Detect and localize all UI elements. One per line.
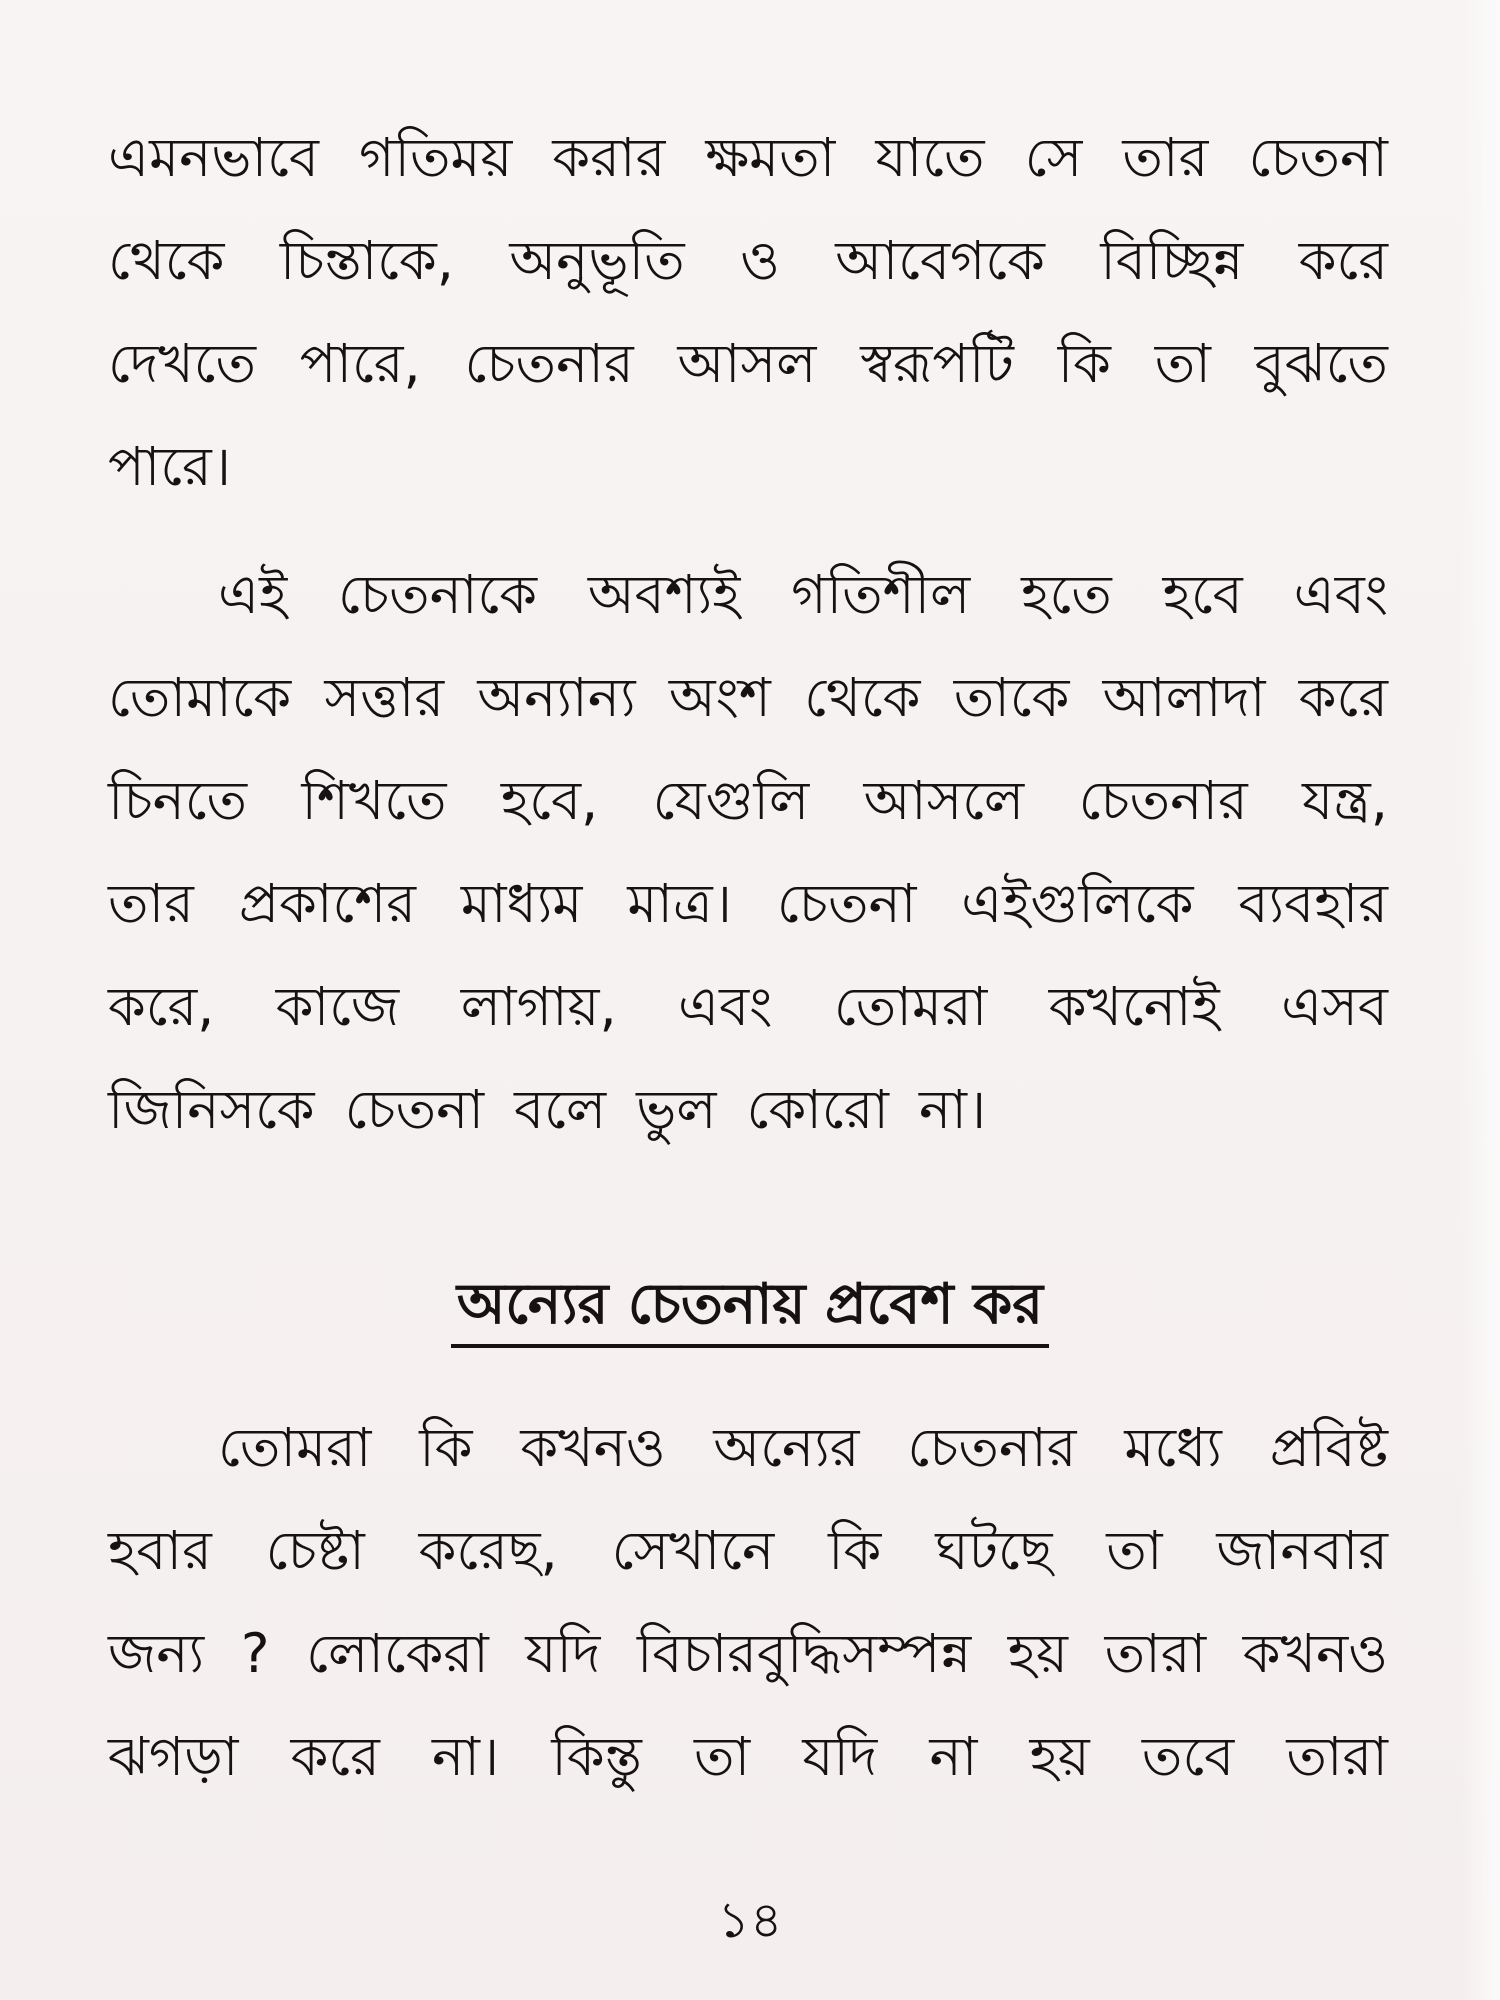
word: পারে। <box>108 435 232 498</box>
word: কি <box>828 1519 882 1582</box>
word: ও <box>740 229 780 292</box>
word: অন্যান্য <box>477 666 636 729</box>
paragraph-1 <box>108 128 1388 540</box>
word: চেষ্টা <box>265 1519 365 1582</box>
word: করেছ, <box>418 1519 558 1582</box>
word: যন্ত্র, <box>1302 769 1388 832</box>
word: অন্যের <box>713 1416 860 1479</box>
word: তা <box>1154 332 1211 395</box>
word: কখনও <box>520 1416 666 1479</box>
word: ঘটছে <box>935 1519 1053 1582</box>
paragraph-line <box>108 771 1388 874</box>
word: বিচারবুদ্ধিসম্পন্ন <box>636 1622 972 1685</box>
word: কখনোই <box>1048 975 1220 1038</box>
word: চেতনা <box>1248 126 1388 189</box>
word: জন্য <box>108 1622 205 1685</box>
word: সত্তার <box>324 666 445 729</box>
word: গতিশীল <box>791 563 971 626</box>
word: এবং <box>678 975 773 1038</box>
paragraph-line <box>108 334 1388 437</box>
word: ব্যবহার <box>1238 872 1388 935</box>
word: তবে <box>1141 1725 1235 1788</box>
word: মধ্যে <box>1124 1416 1222 1479</box>
word: তা <box>1106 1519 1163 1582</box>
word: করে <box>1298 666 1388 729</box>
word: থেকে <box>804 666 921 729</box>
paragraph-line <box>108 977 1388 1080</box>
word: চেতনার <box>1078 769 1248 832</box>
word: কোরো <box>746 1078 889 1141</box>
page-number: ১৪ <box>717 1891 783 1949</box>
word: তারা <box>1104 1622 1207 1685</box>
word: তোমাকে <box>108 666 292 729</box>
paragraph-line <box>108 874 1388 977</box>
word: থেকে <box>108 229 225 292</box>
word: লোকেরা <box>306 1622 489 1685</box>
word: তা <box>694 1725 751 1788</box>
word: বলে <box>514 1078 607 1141</box>
word: এমনভাবে <box>108 126 319 189</box>
paragraph-line <box>108 128 1388 231</box>
section-heading: অন্যের চেতনায় প্রবেশ কর <box>451 1272 1049 1348</box>
word: তারা <box>1286 1725 1388 1788</box>
word: হয় <box>1007 1622 1068 1685</box>
paragraph-line <box>108 1418 1388 1521</box>
word: করার <box>552 126 666 189</box>
word: এবং <box>1293 563 1388 626</box>
word: যদি <box>525 1622 601 1685</box>
word: শিখতে <box>301 769 447 832</box>
paragraph-line <box>108 1521 1388 1624</box>
word: না। <box>432 1725 500 1788</box>
word: ? <box>240 1622 270 1685</box>
word: তার <box>1122 126 1209 189</box>
word: আসল <box>677 332 817 395</box>
word: তার <box>108 872 194 935</box>
paragraph-line <box>108 1727 1388 1830</box>
paragraph-2 <box>108 565 1388 1183</box>
paragraph-line <box>108 437 1388 540</box>
word: যেগুলি <box>652 769 810 832</box>
word: যাতে <box>875 126 985 189</box>
word: চেতনাকে <box>338 563 537 626</box>
word: জিনিসকে <box>108 1078 315 1141</box>
word: চিন্তাকে, <box>279 229 454 292</box>
word: করে, <box>108 975 215 1038</box>
word: এসব <box>1281 975 1388 1038</box>
word: হয় <box>1029 1725 1090 1788</box>
page-edge-shadow <box>1460 0 1500 2000</box>
word: লাগায়, <box>460 975 617 1038</box>
word: কি <box>1057 332 1111 395</box>
word: সে <box>1024 126 1083 189</box>
word: হবে, <box>500 769 599 832</box>
paragraph-3 <box>108 1418 1388 1830</box>
word: আবেগকে <box>835 229 1045 292</box>
word: করে <box>1298 229 1388 292</box>
word: প্রবিষ্ট <box>1269 1416 1388 1479</box>
word: মাধ্যম <box>460 872 583 935</box>
word: না। <box>918 1078 987 1141</box>
word: না <box>929 1725 978 1788</box>
word: গতিময় <box>359 126 513 189</box>
word: অনুভূতি <box>509 229 685 292</box>
word: তাকে <box>953 666 1070 729</box>
paragraph-line <box>108 1624 1388 1727</box>
word: ঝগড়া <box>108 1725 239 1788</box>
word: অবশ্যই <box>587 563 741 626</box>
word: জানবার <box>1216 1519 1388 1582</box>
paragraph-line <box>108 565 1388 668</box>
word: কখনও <box>1242 1622 1388 1685</box>
word: হতে <box>1021 563 1112 626</box>
paragraph-line <box>108 1080 1388 1183</box>
word: আলাদা <box>1102 666 1266 729</box>
paragraph-line <box>108 231 1388 334</box>
word: যদি <box>802 1725 878 1788</box>
word: তোমরা <box>833 975 988 1038</box>
section-heading-wrapper <box>0 1272 1500 1348</box>
word: বিচ্ছিন্ন <box>1100 229 1244 292</box>
word: মাত্র। <box>627 872 732 935</box>
word: সেখানে <box>611 1519 775 1582</box>
word: ক্ষমতা <box>705 126 836 189</box>
word: চিনতে <box>108 769 248 832</box>
word: বুঝতে <box>1254 332 1388 395</box>
word: দেখতে <box>108 332 256 395</box>
word: হবার <box>108 1519 212 1582</box>
word: চেতনার <box>907 1416 1077 1479</box>
word: তোমরা <box>218 1416 372 1479</box>
word: কাজে <box>275 975 400 1038</box>
word: আসলে <box>863 769 1025 832</box>
word: কিন্তু <box>551 1725 642 1788</box>
word: এইগুলিকে <box>961 872 1194 935</box>
word: পারে, <box>299 332 421 395</box>
word: চেতনা <box>776 872 917 935</box>
word: স্বরূপটি <box>860 332 1014 395</box>
word: প্রকাশের <box>238 872 416 935</box>
word: চেতনা <box>344 1078 485 1141</box>
word: করে <box>290 1725 380 1788</box>
word: অংশ <box>668 666 771 729</box>
word: এই <box>218 563 288 626</box>
word: ভুল <box>636 1078 717 1141</box>
word: চেতনার <box>464 332 634 395</box>
paragraph-line <box>108 668 1388 771</box>
word: হবে <box>1162 563 1243 626</box>
word: কি <box>419 1416 473 1479</box>
